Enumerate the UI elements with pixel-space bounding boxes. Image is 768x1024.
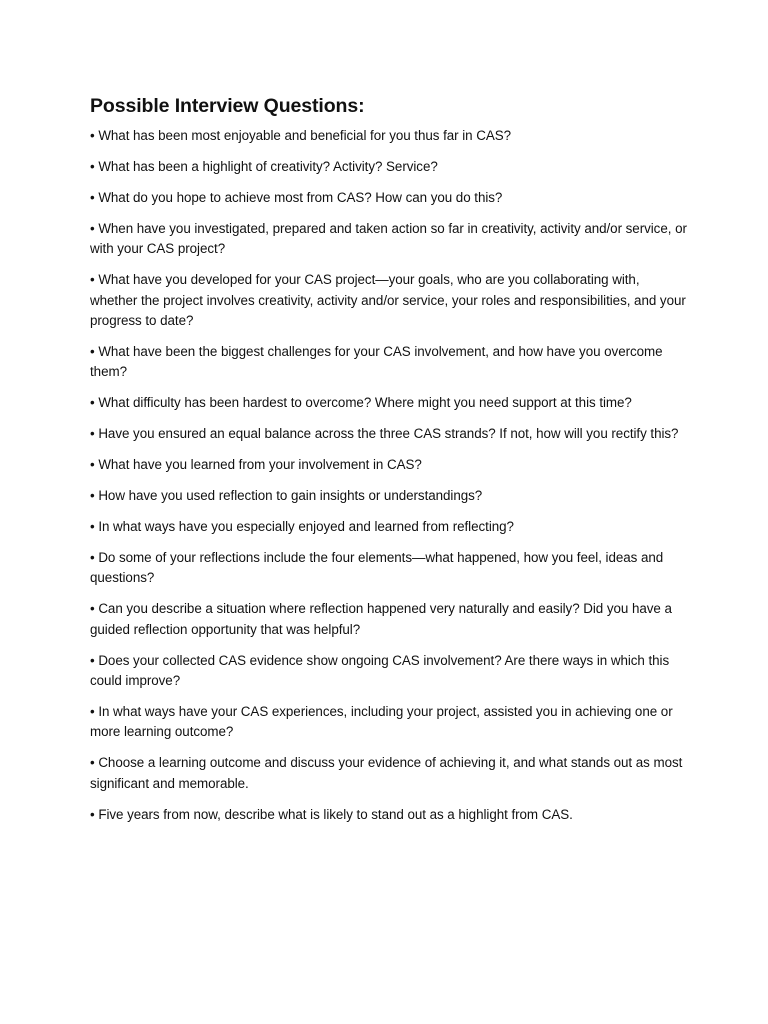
bullet: • bbox=[90, 488, 95, 504]
bullet: • bbox=[90, 755, 95, 771]
question-item bbox=[90, 702, 690, 743]
bullet: • bbox=[90, 703, 95, 719]
question-item bbox=[90, 424, 690, 445]
question-item bbox=[90, 753, 690, 794]
bullet: • bbox=[90, 601, 95, 617]
question-text: What have you learned from your involvement in CAS? bbox=[98, 457, 422, 473]
page-title: Possible Interview Questions: bbox=[90, 95, 365, 117]
question-text: In what ways have your CAS experiences, including your project, assisted you in achieving one or more learning outcome? bbox=[90, 703, 673, 740]
question-item bbox=[90, 270, 690, 332]
question-item bbox=[90, 651, 690, 692]
bullet: • bbox=[90, 343, 95, 359]
bullet: • bbox=[90, 189, 95, 205]
bullet: • bbox=[90, 549, 95, 565]
bullet: • bbox=[90, 395, 95, 411]
question-list bbox=[90, 126, 690, 825]
bullet: • bbox=[90, 220, 95, 236]
question-item bbox=[90, 126, 690, 147]
question-text: How have you used reflection to gain insights or understandings? bbox=[98, 488, 483, 504]
question-item bbox=[90, 517, 690, 538]
question-text: What difficulty has been hardest to overcome? Where might you need support at this time? bbox=[98, 395, 632, 411]
question-text: In what ways have you especially enjoyed and learned from reflecting? bbox=[98, 518, 514, 534]
question-text: What has been a highlight of creativity? Activity? Service? bbox=[98, 158, 438, 174]
question-text: Have you ensured an equal balance across the three CAS strands? If not, how will you rectify this? bbox=[98, 426, 679, 442]
question-text: What has been most enjoyable and beneficial for you thus far in CAS? bbox=[98, 128, 512, 143]
bullet: • bbox=[90, 128, 95, 143]
question-text: Can you describe a situation where reflection happened very naturally and easily? Did you have a guided reflection opportunity that was helpful? bbox=[90, 601, 672, 637]
question-text: Choose a learning outcome and discuss your evidence of achieving it, and what stands out as most significant and memorable. bbox=[90, 755, 683, 791]
question-item bbox=[90, 455, 690, 476]
question-text: What do you hope to achieve most from CAS? How can you do this? bbox=[98, 189, 503, 205]
question-item bbox=[90, 157, 690, 178]
question-item bbox=[90, 486, 690, 507]
question-item bbox=[90, 548, 690, 589]
bullet: • bbox=[90, 518, 95, 534]
document-page bbox=[90, 92, 690, 836]
question-text: When have you investigated, prepared and taken action so far in creativity, activity and/or service, or with your CAS project? bbox=[90, 220, 687, 257]
question-item bbox=[90, 219, 690, 260]
question-item bbox=[90, 342, 690, 383]
bullet: • bbox=[90, 457, 95, 473]
bullet: • bbox=[90, 272, 95, 288]
question-text: Do some of your reflections include the four elements—what happened, how you feel, ideas and questions? bbox=[90, 549, 664, 586]
question-text: What have you developed for your CAS project—your goals, who are you collaborating with, whether the project involves creativity, activity and/or service, your roles and responsibilities, and your progress to date? bbox=[90, 272, 686, 329]
bullet: • bbox=[90, 806, 95, 822]
bullet: • bbox=[90, 158, 95, 174]
bullet: • bbox=[90, 652, 95, 668]
question-item bbox=[90, 599, 690, 640]
question-item bbox=[90, 805, 690, 826]
question-text: Five years from now, describe what is likely to stand out as a highlight from CAS. bbox=[98, 806, 573, 822]
question-item bbox=[90, 188, 690, 209]
bullet: • bbox=[90, 426, 95, 442]
question-text: What have been the biggest challenges for your CAS involvement, and how have you overcome them? bbox=[90, 343, 663, 380]
question-item bbox=[90, 393, 690, 414]
question-text: Does your collected CAS evidence show ongoing CAS involvement? Are there ways in which this could improve? bbox=[90, 652, 670, 689]
